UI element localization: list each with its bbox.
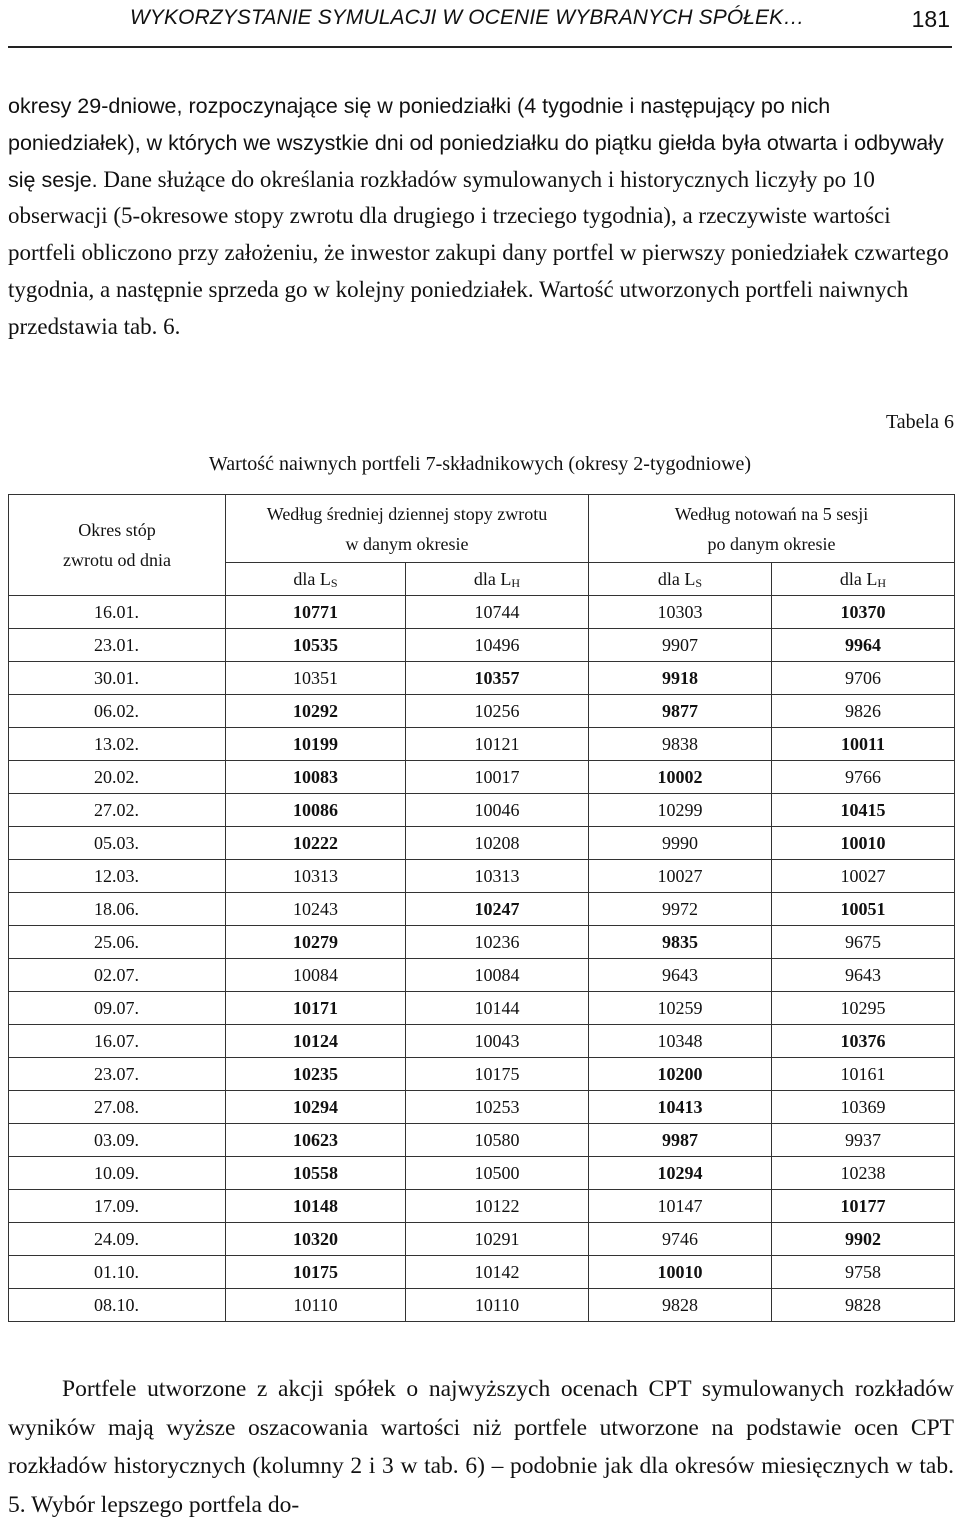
paragraph-conclusion: Portfele utworzone z akcji spółek o najwyższych ocenach CPT symulowanych rozkładów wyników mają wyższe oszacowania wartości niż portfele utworzone na podstawie ocen CPT rozkładów historycznych (kolumny 2 i 3 w tab. 6) – podobnie jak dla okresów miesięcznych w tab. 5. Wybór lepszego portfela do- [8, 1376, 954, 1518]
col-header-prefix: dla L [839, 569, 878, 589]
value-cell: 10253 [406, 1091, 589, 1124]
period-date-cell: 13.02. [9, 728, 226, 761]
value-cell: 10744 [406, 596, 589, 629]
value-cell: 10623 [226, 1124, 406, 1157]
table-row [9, 992, 955, 1025]
value-cell: 10313 [406, 860, 589, 893]
value-cell: 10580 [406, 1124, 589, 1157]
value-cell: 10010 [772, 827, 955, 860]
value-cell: 10199 [226, 728, 406, 761]
col-header-ls-1 [226, 563, 406, 596]
period-header-line2: zwrotu od dnia [63, 550, 171, 570]
value-cell: 10413 [589, 1091, 772, 1124]
value-cell: 10086 [226, 794, 406, 827]
col-header-prefix: dla L [293, 569, 331, 589]
value-cell: 10200 [589, 1058, 772, 1091]
period-date-cell: 25.06. [9, 926, 226, 959]
value-cell: 10558 [226, 1157, 406, 1190]
value-cell: 9918 [589, 662, 772, 695]
page-number: 181 [911, 6, 950, 32]
table-row [9, 1058, 955, 1091]
value-cell: 10084 [226, 959, 406, 992]
table-row [9, 959, 955, 992]
table-row [9, 695, 955, 728]
col-header-sub: H [511, 576, 521, 590]
value-cell: 10292 [226, 695, 406, 728]
value-cell: 10017 [406, 761, 589, 794]
value-cell: 10294 [226, 1091, 406, 1124]
value-cell: 9675 [772, 926, 955, 959]
paragraph-intro-part1: okresy 29-dniowe, rozpoczynające się w poniedziałki (4 tygodnie i następujący po nich poniedziałek), w których we wszystkie dni od poniedziałku do piątku giełda była otwarta i odbywały się sesje. [8, 94, 944, 192]
col-header-sub: S [330, 576, 338, 590]
period-date-cell: 02.07. [9, 959, 226, 992]
value-cell: 10279 [226, 926, 406, 959]
table-row [9, 1289, 955, 1322]
group-header-quotations-line1: Według notowań na 5 sesji [674, 503, 869, 524]
value-cell: 10259 [589, 992, 772, 1025]
value-cell: 10122 [406, 1190, 589, 1223]
value-cell: 10027 [772, 860, 955, 893]
value-cell: 10147 [589, 1190, 772, 1223]
value-cell: 10369 [772, 1091, 955, 1124]
value-cell: 10771 [226, 596, 406, 629]
period-date-cell: 18.06. [9, 893, 226, 926]
period-date-cell: 20.02. [9, 761, 226, 794]
value-cell: 10043 [406, 1025, 589, 1058]
value-cell: 10236 [406, 926, 589, 959]
col-header-lh-2 [772, 563, 955, 596]
value-cell: 10348 [589, 1025, 772, 1058]
table-row [9, 662, 955, 695]
value-cell: 10084 [406, 959, 589, 992]
col-header-sub: S [695, 576, 703, 590]
period-date-cell: 09.07. [9, 992, 226, 1025]
table-title: Wartość naiwnych portfeli 7-składnikowych (okresy 2-tygodniowe) [208, 453, 752, 475]
value-cell: 10376 [772, 1025, 955, 1058]
portfolio-value-table [8, 494, 955, 1322]
value-cell: 10175 [226, 1256, 406, 1289]
period-header [9, 495, 226, 596]
value-cell: 9907 [589, 629, 772, 662]
period-date-cell: 05.03. [9, 827, 226, 860]
value-cell: 10124 [226, 1025, 406, 1058]
value-cell: 10415 [772, 794, 955, 827]
col-header-lh-1 [406, 563, 589, 596]
table-row [9, 1124, 955, 1157]
value-cell: 10046 [406, 794, 589, 827]
value-cell: 10144 [406, 992, 589, 1025]
value-cell: 10110 [406, 1289, 589, 1322]
value-cell: 10243 [226, 893, 406, 926]
value-cell: 10208 [406, 827, 589, 860]
period-date-cell: 03.09. [9, 1124, 226, 1157]
table-row [9, 926, 955, 959]
value-cell: 9987 [589, 1124, 772, 1157]
value-cell: 9937 [772, 1124, 955, 1157]
value-cell: 9826 [772, 695, 955, 728]
value-cell: 10171 [226, 992, 406, 1025]
value-cell: 10027 [589, 860, 772, 893]
value-cell: 10500 [406, 1157, 589, 1190]
value-cell: 10370 [772, 596, 955, 629]
table-row [9, 1223, 955, 1256]
value-cell: 9766 [772, 761, 955, 794]
running-header [8, 0, 952, 48]
value-cell: 9828 [589, 1289, 772, 1322]
value-cell: 10083 [226, 761, 406, 794]
value-cell: 10175 [406, 1058, 589, 1091]
table-body [9, 596, 955, 1322]
value-cell: 10161 [772, 1058, 955, 1091]
value-cell: 10010 [589, 1256, 772, 1289]
period-date-cell: 10.09. [9, 1157, 226, 1190]
period-date-cell: 08.10. [9, 1289, 226, 1322]
value-cell: 10177 [772, 1190, 955, 1223]
table-row [9, 596, 955, 629]
paragraph-intro [8, 88, 954, 346]
group-header-quotations-line2: po danym okresie [707, 533, 836, 554]
value-cell: 10238 [772, 1157, 955, 1190]
value-cell: 9972 [589, 893, 772, 926]
value-cell: 10011 [772, 728, 955, 761]
group-header-quotations [589, 495, 955, 563]
value-cell: 9643 [772, 959, 955, 992]
running-header-title: WYKORZYSTANIE SYMULACJI W OCENIE WYBRANYCH SPÓŁEK… [130, 6, 805, 29]
col-header-prefix: dla L [657, 569, 696, 589]
table-row [9, 1025, 955, 1058]
period-date-cell: 27.02. [9, 794, 226, 827]
value-cell: 10294 [589, 1157, 772, 1190]
value-cell: 10110 [226, 1289, 406, 1322]
value-cell: 10222 [226, 827, 406, 860]
col-header-ls-2 [589, 563, 772, 596]
value-cell: 9877 [589, 695, 772, 728]
period-date-cell: 16.07. [9, 1025, 226, 1058]
period-date-cell: 30.01. [9, 662, 226, 695]
value-cell: 9835 [589, 926, 772, 959]
value-cell: 10121 [406, 728, 589, 761]
table-row [9, 860, 955, 893]
table-label: Tabela 6 [885, 411, 954, 433]
period-date-cell: 16.01. [9, 596, 226, 629]
value-cell: 10256 [406, 695, 589, 728]
table-row [9, 629, 955, 662]
group-header-mean-return-line1: Według średniej dziennej stopy zwrotu [266, 503, 548, 524]
value-cell: 9706 [772, 662, 955, 695]
period-header-line1: Okres stóp [78, 520, 156, 540]
value-cell: 9828 [772, 1289, 955, 1322]
value-cell: 10247 [406, 893, 589, 926]
table-row [9, 827, 955, 860]
value-cell: 10313 [226, 860, 406, 893]
value-cell: 10051 [772, 893, 955, 926]
value-cell: 9746 [589, 1223, 772, 1256]
value-cell: 10299 [589, 794, 772, 827]
value-cell: 9964 [772, 629, 955, 662]
value-cell: 9838 [589, 728, 772, 761]
value-cell: 10351 [226, 662, 406, 695]
value-cell: 10357 [406, 662, 589, 695]
period-date-cell: 24.09. [9, 1223, 226, 1256]
table-row [9, 761, 955, 794]
col-header-sub: H [877, 576, 887, 590]
value-cell: 10148 [226, 1190, 406, 1223]
value-cell: 10535 [226, 629, 406, 662]
period-date-cell: 27.08. [9, 1091, 226, 1124]
group-header-mean-return-line2: w danym okresie [345, 533, 469, 554]
value-cell: 9643 [589, 959, 772, 992]
period-date-cell: 23.07. [9, 1058, 226, 1091]
table-row [9, 1091, 955, 1124]
value-cell: 10496 [406, 629, 589, 662]
value-cell: 10002 [589, 761, 772, 794]
table-row [9, 1157, 955, 1190]
value-cell: 9902 [772, 1223, 955, 1256]
group-header-mean-return [226, 495, 589, 563]
period-date-cell: 17.09. [9, 1190, 226, 1223]
period-date-cell: 12.03. [9, 860, 226, 893]
value-cell: 10235 [226, 1058, 406, 1091]
col-header-prefix: dla L [473, 569, 512, 589]
value-cell: 10295 [772, 992, 955, 1025]
table-row [9, 794, 955, 827]
value-cell: 9758 [772, 1256, 955, 1289]
table-row [9, 893, 955, 926]
value-cell: 10291 [406, 1223, 589, 1256]
period-date-cell: 01.10. [9, 1256, 226, 1289]
paragraph-intro-part2: Dane służące do określania rozkładów symulowanych i historycznych liczyły po 10 obserwacji (5-okresowe stopy zwrotu dla drugiego i trzeciego tygodnia), a rzeczywiste wartości portfeli obliczono przy założeniu, że inwestor zakupi dany portfel w pierwszy poniedziałek czwartego tygodnia, a następnie sprzeda go w kolejny poniedziałek. Wartość utworzonych portfeli naiwnych przedstawia tab. 6. [8, 166, 949, 339]
period-date-cell: 06.02. [9, 695, 226, 728]
table-row [9, 728, 955, 761]
value-cell: 10320 [226, 1223, 406, 1256]
value-cell: 9990 [589, 827, 772, 860]
period-date-cell: 23.01. [9, 629, 226, 662]
value-cell: 10303 [589, 596, 772, 629]
table-row [9, 1190, 955, 1223]
value-cell: 10142 [406, 1256, 589, 1289]
table-row [9, 1256, 955, 1289]
